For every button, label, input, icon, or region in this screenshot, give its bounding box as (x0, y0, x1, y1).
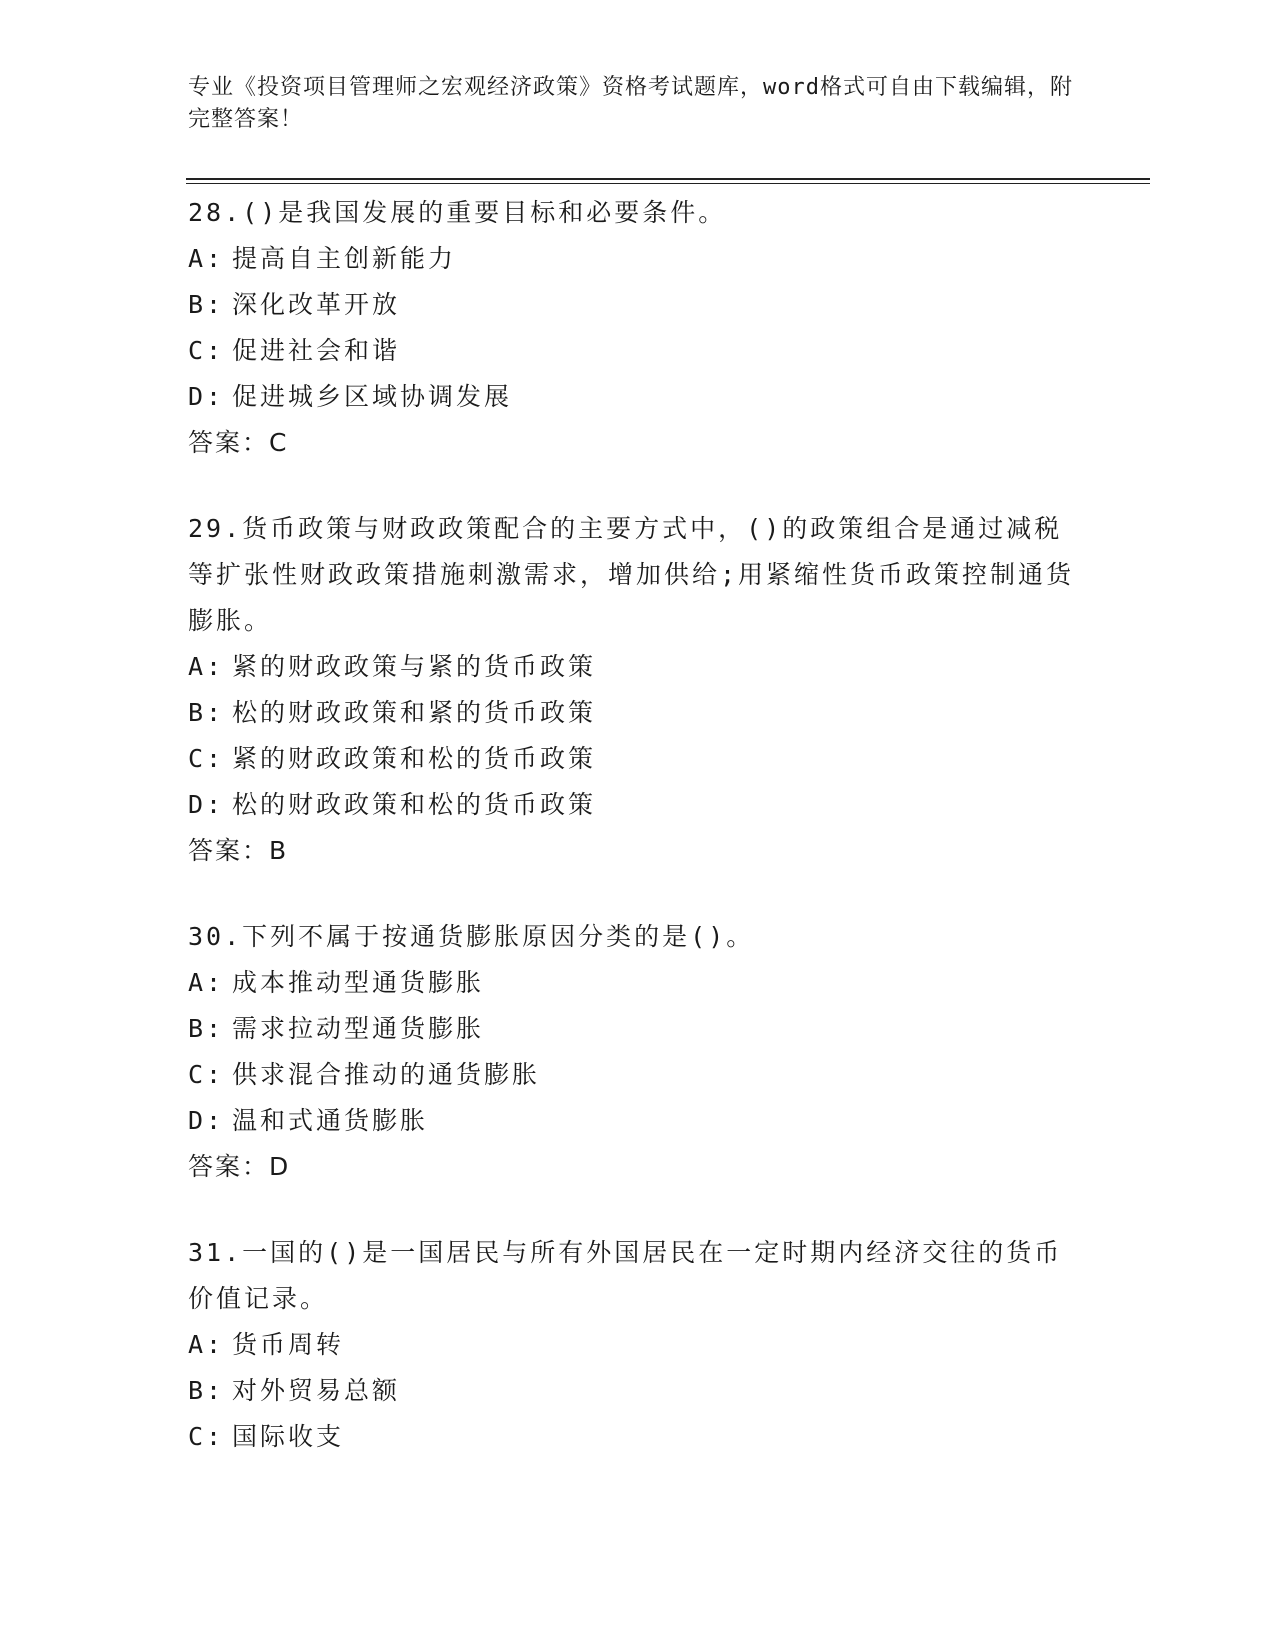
option-text: 国际收支 (232, 1422, 345, 1451)
option-text: 紧的财政政策和松的货币政策 (232, 744, 597, 773)
answer-line: 答案：B (188, 836, 289, 865)
option-letter: A: (188, 244, 225, 273)
answer-line: 答案：C (188, 428, 289, 457)
option-letter: B: (188, 1376, 225, 1405)
option-text: 货币周转 (232, 1330, 345, 1359)
question-29 (188, 506, 1088, 874)
question-31 (188, 1230, 1088, 1460)
option-text: 需求拉动型通货膨胀 (232, 1014, 485, 1043)
option-letter: D: (188, 790, 225, 819)
option-d (188, 374, 1088, 420)
question-28 (188, 190, 1088, 466)
option-letter: A: (188, 652, 225, 681)
option-text: 供求混合推动的通货膨胀 (232, 1060, 541, 1089)
option-b (188, 1006, 1088, 1052)
option-b (188, 1368, 1088, 1414)
option-text: 成本推动型通货膨胀 (232, 968, 485, 997)
option-letter: B: (188, 1014, 225, 1043)
option-b (188, 282, 1088, 328)
option-c (188, 1052, 1088, 1098)
option-text: 促进城乡区域协调发展 (232, 382, 513, 411)
option-a (188, 644, 1088, 690)
option-c (188, 736, 1088, 782)
option-b (188, 690, 1088, 736)
option-a (188, 1322, 1088, 1368)
option-letter: A: (188, 1330, 225, 1359)
option-letter: C: (188, 336, 225, 365)
option-text: 提高自主创新能力 (232, 244, 457, 273)
option-letter: D: (188, 382, 225, 411)
question-stem: 30.下列不属于按通货膨胀原因分类的是()。 (188, 922, 755, 951)
question-stem: 28.()是我国发展的重要目标和必要条件。 (188, 198, 727, 227)
option-d (188, 782, 1088, 828)
document-header: 专业《投资项目管理师之宏观经济政策》资格考试题库，word格式可自由下载编辑，附完整答案！ (188, 75, 1073, 132)
question-list (188, 190, 1088, 1500)
option-text: 促进社会和谐 (232, 336, 401, 365)
option-letter: A: (188, 968, 225, 997)
option-text: 紧的财政政策与紧的货币政策 (232, 652, 597, 681)
question-stem: 31.一国的()是一国居民与所有外国居民在一定时期内经济交往的货币价值记录。 (188, 1238, 1063, 1313)
option-letter: D: (188, 1106, 225, 1135)
option-text: 对外贸易总额 (232, 1376, 401, 1405)
answer-line: 答案：D (188, 1152, 291, 1181)
option-d (188, 1098, 1088, 1144)
question-stem: 29.货币政策与财政政策配合的主要方式中，()的政策组合是通过减税等扩张性财政政策措施刺激需求，增加供给;用紧缩性货币政策控制通货膨胀。 (188, 514, 1075, 635)
option-letter: C: (188, 744, 225, 773)
option-letter: C: (188, 1422, 225, 1451)
option-text: 深化改革开放 (232, 290, 401, 319)
option-text: 松的财政政策和松的货币政策 (232, 790, 597, 819)
option-a (188, 236, 1088, 282)
option-letter: B: (188, 290, 225, 319)
option-c (188, 1414, 1088, 1460)
option-c (188, 328, 1088, 374)
option-text: 温和式通货膨胀 (232, 1106, 429, 1135)
question-30 (188, 914, 1088, 1190)
option-letter: C: (188, 1060, 225, 1089)
option-letter: B: (188, 698, 225, 727)
header-divider (186, 178, 1150, 184)
option-text: 松的财政政策和紧的货币政策 (232, 698, 597, 727)
option-a (188, 960, 1088, 1006)
